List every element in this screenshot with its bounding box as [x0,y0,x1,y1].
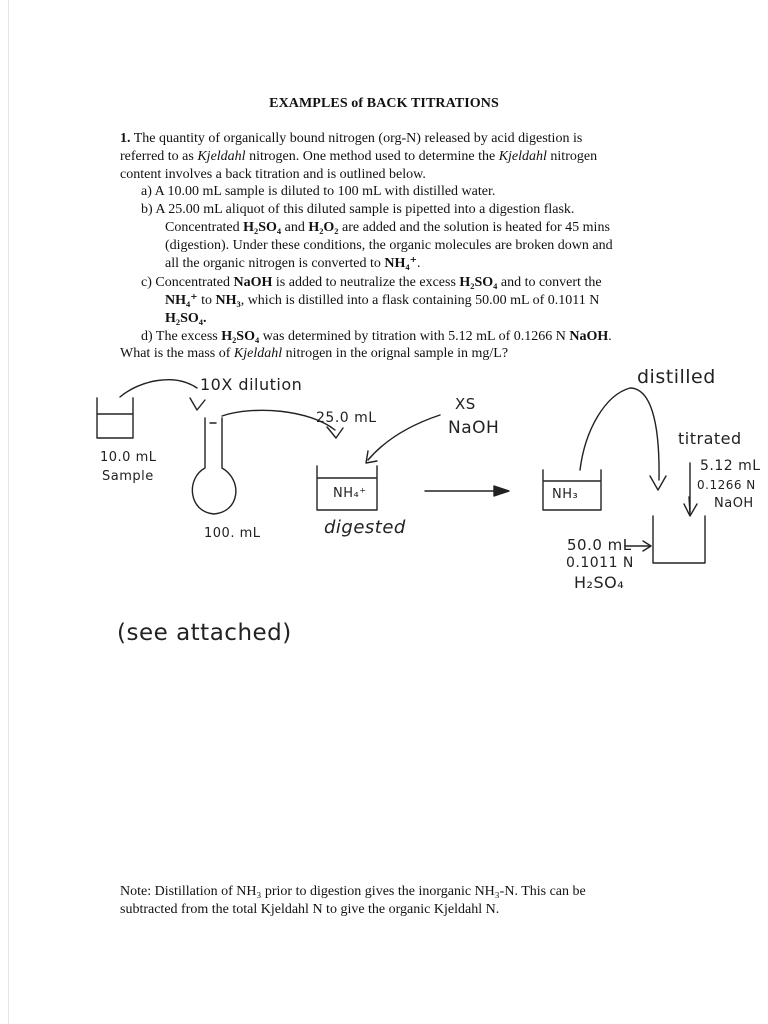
dilution-arrow [120,380,197,397]
hw-distilled: distilled [637,366,716,388]
step-a: a) A 10.00 mL sample is diluted to 100 mL with distilled water. [141,184,496,199]
step-b2-rest: are added and the solution is heated for 45 mins [338,220,610,235]
hw-digested: digested [324,517,406,538]
aliquot-arrowhead [327,427,343,438]
dilution-arrowhead [190,398,205,410]
hw-titrant-volume: 5.12 mL [700,458,761,474]
hw-see-attached: (see attached) [117,620,292,646]
hw-dilution: 10X dilution [200,375,303,394]
kjeldahl-italic: Kjeldahl [197,149,246,164]
hw-acid-concentration: 0.1011 N [566,555,634,571]
to-text: to [197,293,216,308]
naoh-formula: NaOH [233,275,273,290]
step-c1-mid: is added to neutralize the excess [272,275,460,290]
hw-sample-volume: 10.0 mL [100,450,157,465]
burette-arrow [689,497,690,514]
step-b4-text: all the organic nitrogen is converted to [165,256,385,271]
hw-excess: XS [455,395,476,413]
intro-text-2b: nitrogen. One method used to determine the [245,149,499,164]
hw-naoh: NaOH [448,418,500,438]
question-rest: nitrogen in the orignal sample in mg/L? [282,346,509,361]
step-b-line3: (digestion). Under these conditions, the organic molecules are broken down and [165,238,613,253]
hw-nh4-label: NH₄⁺ [333,486,367,501]
intro-text-2c: nitrogen [546,149,598,164]
period: . [417,256,421,271]
step-b2-text: Concentrated [165,220,244,235]
step-c1-text: c) Concentrated [141,275,234,290]
nh4-formula: NH₄⁺ [384,256,417,271]
sample-beaker [97,398,133,438]
hw-nh3-label: NH₃ [552,487,579,502]
distilled-arrow [580,388,659,480]
intro-text-1: The quantity of organically bound nitrogen (org-N) released by acid digestion is [133,131,583,146]
h2o2-formula: H₂O₂ [308,220,339,235]
step-b-line1: b) A 25.00 mL aliquot of this diluted sample is pipetted into a digestion flask. [141,202,575,217]
hw-sample: Sample [102,469,154,484]
note-line2: subtracted from the total Kjeldahl N to give the organic Kjeldahl N. [120,902,500,917]
distillation-arrowhead [494,486,509,496]
kjeldahl-italic-2: Kjeldahl [498,149,547,164]
naoh-formula-2: NaOH [569,329,609,344]
note-line1: Note: Distillation of NH₃ prior to digestion gives the inorganic NH₃-N. This can be [120,884,586,899]
hw-titrant-naoh: NaOH [714,496,754,511]
intro-text-2a: referred to as [120,149,198,164]
titration-beaker [653,516,705,563]
step-c1-rest: and to convert the [497,275,602,290]
distilled-arrowhead [650,476,666,490]
step-d-text: d) The excess [141,329,222,344]
step-c2-rest: , which is distilled into a flask containing 50.00 mL of 0.1011 N [240,293,600,308]
step-d-mid: was determined by titration with 5.12 mL of 0.1266 N [259,329,570,344]
hw-flask-volume: 100. mL [204,526,261,541]
page-title: EXAMPLES of BACK TITRATIONS [269,96,499,111]
problem-intro-line3: content involves a back titration and is outlined below. [120,167,426,182]
hw-aliquot-volume: 25.0 mL [316,410,377,426]
volumetric-flask [192,418,235,514]
hw-titrant-concentration: 0.1266 N [697,478,756,492]
hw-titrated: titrated [678,429,742,448]
and-text: and [281,220,309,235]
h2so4-formula: H₂SO₄ [243,220,282,235]
naoh-arrow [368,415,440,460]
nh4-formula-2: NH₄⁺ [165,293,198,308]
period-2: . [608,329,612,344]
hw-acid-name: H₂SO₄ [574,573,625,592]
step-c-line3: H₂SO₄. [165,311,207,326]
problem-number: 1. [120,131,131,146]
hw-acid-volume: 50.0 mL [567,536,632,554]
kjeldahl-italic-3: Kjeldahl [233,346,283,361]
nh3-formula: NH₃ [215,293,241,308]
h2so4-formula-3: H₂SO₄ [221,329,260,344]
question-text: What is the mass of [120,346,234,361]
h2so4-formula-2: H₂SO₄ [459,275,498,290]
